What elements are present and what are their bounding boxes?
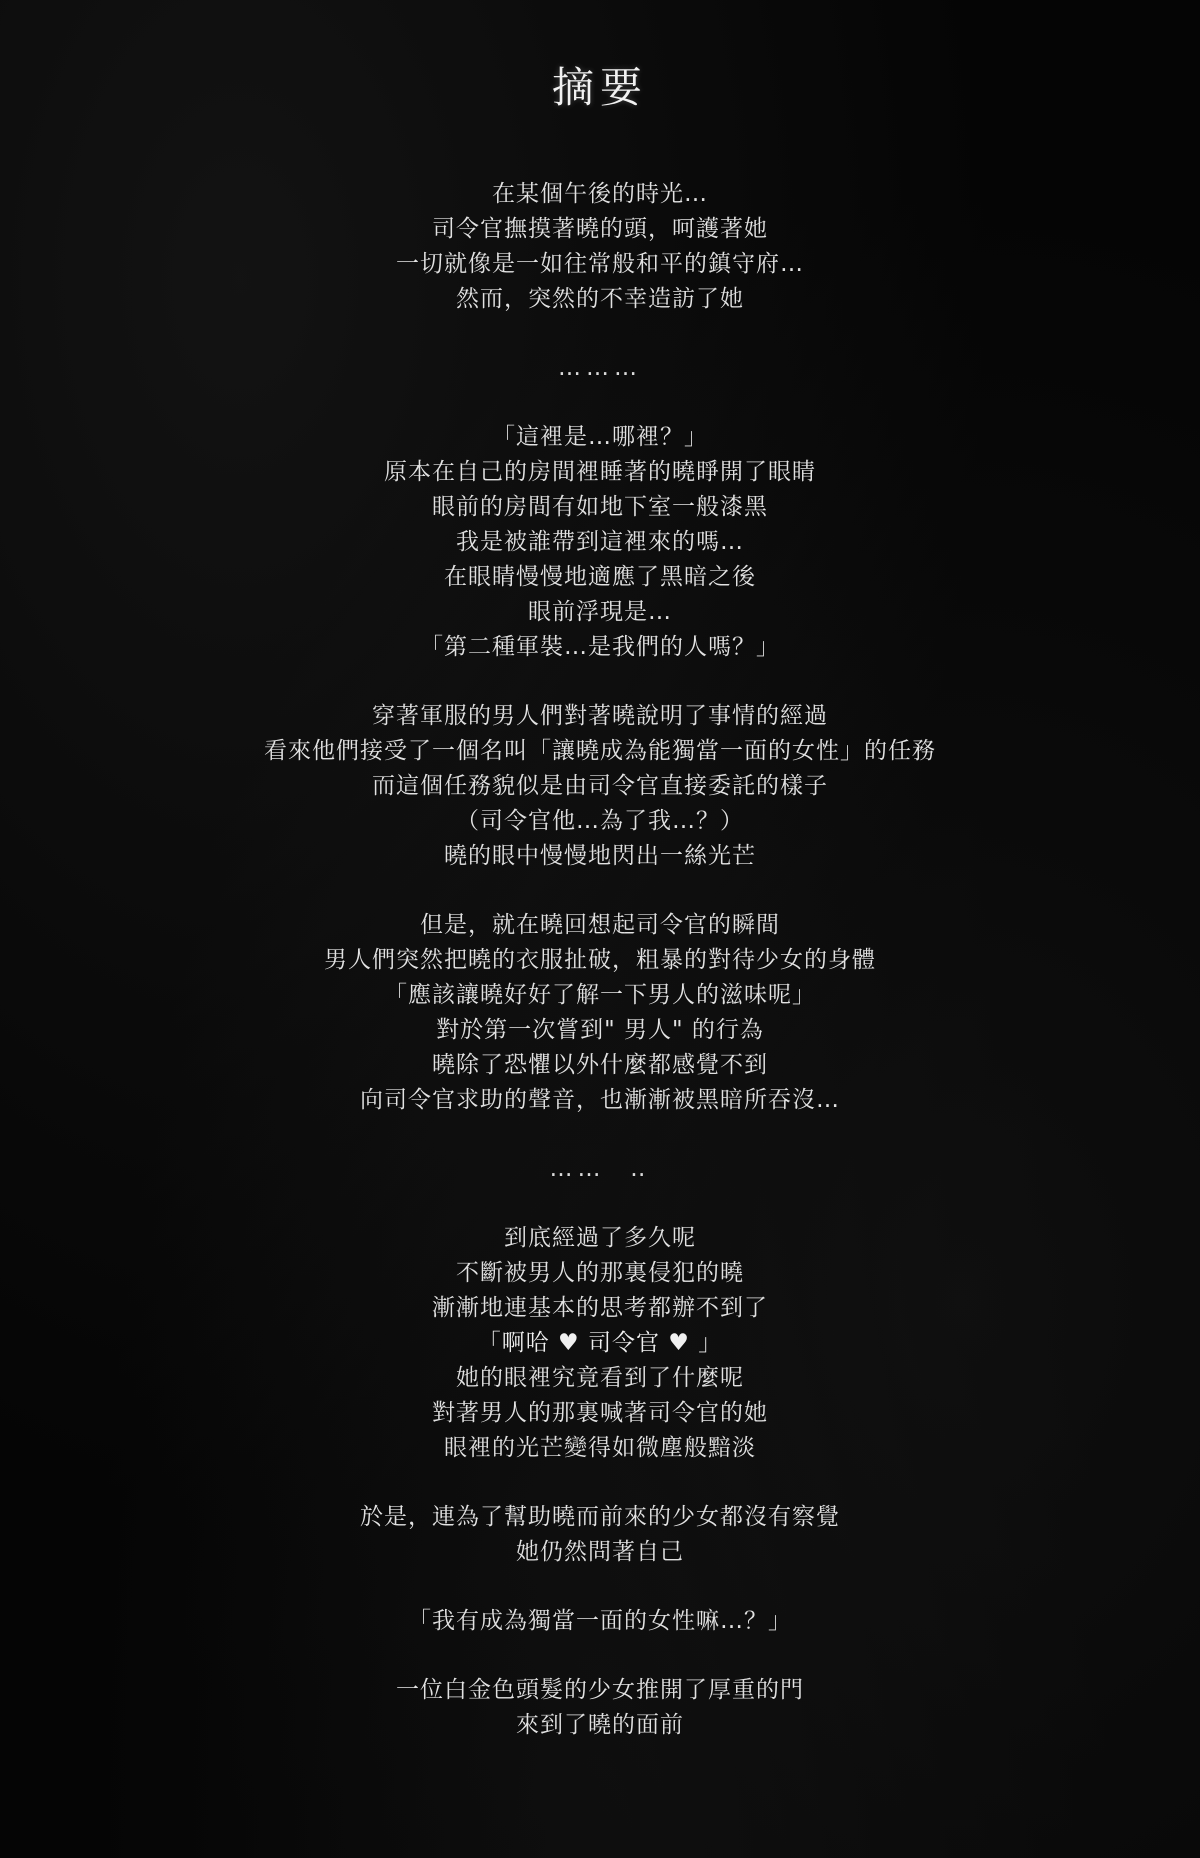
stanza-5 [0, 1221, 1200, 1466]
text-line: 對於第一次嘗到" 男人" 的行為 [436, 1017, 764, 1043]
text-line: 眼前的房間有如地下室一般漆黑 [432, 494, 768, 520]
text-line: 原本在自己的房間裡睡著的曉睜開了眼睛 [384, 459, 816, 485]
stanza-3 [0, 699, 1200, 874]
text-line: 眼裡的光芒變得如微塵般黯淡 [444, 1435, 756, 1461]
text-line: 我是被誰帶到這裡來的嗎… [456, 529, 744, 555]
text-line: 向司令官求助的聲音，也漸漸被黑暗所吞沒… [360, 1087, 840, 1113]
text-line: 漸漸地連基本的思考都辦不到了 [432, 1295, 768, 1321]
separator-dots: …… ‥ [549, 1156, 651, 1182]
text-line: 在眼睛慢慢地適應了黑暗之後 [444, 564, 756, 590]
text-line: 「我有成為獨當一面的女性嘛…？」 [408, 1608, 792, 1634]
stanza-separator-2 [0, 1152, 1200, 1187]
text-line: 「第二種軍裝…是我們的人嗎？」 [420, 634, 780, 660]
stanza-8 [0, 1673, 1200, 1743]
text-line: 男人們突然把曉的衣服扯破，粗暴的對待少女的身體 [324, 947, 876, 973]
text-line: 她的眼裡究竟看到了什麼呢 [456, 1365, 744, 1391]
text-line: 「啊哈 ♥ 司令官 ♥ 」 [477, 1330, 723, 1356]
text-line: 曉除了恐懼以外什麼都感覺不到 [432, 1052, 768, 1078]
text-line: 看來他們接受了一個名叫「讓曉成為能獨當一面的女性」的任務 [264, 738, 936, 764]
text-line: 穿著軍服的男人們對著曉說明了事情的經過 [372, 703, 828, 729]
stanza-2 [0, 420, 1200, 665]
separator-dots: ……… [558, 355, 642, 381]
stanza-4 [0, 908, 1200, 1118]
text-line: （司令官他…為了我…？） [456, 808, 744, 834]
text-line: 「這裡是…哪裡？」 [492, 424, 708, 450]
page-title: 摘要 [551, 63, 648, 112]
text-line: 於是，連為了幫助曉而前來的少女都沒有察覺 [360, 1504, 840, 1530]
text-line: 一切就像是一如往常般和平的鎮守府… [396, 251, 804, 277]
text-line: 不斷被男人的那裏侵犯的曉 [456, 1260, 744, 1286]
text-line: 曉的眼中慢慢地閃出一絲光芒 [444, 843, 756, 869]
text-line: 她仍然問著自己 [516, 1539, 684, 1565]
text-line: 對著男人的那裏喊著司令官的她 [432, 1400, 768, 1426]
text-line: 「應該讓曉好好了解一下男人的滋味呢」 [384, 982, 816, 1008]
stanza-6 [0, 1500, 1200, 1570]
text-line: 一位白金色頭髮的少女推開了厚重的門 [396, 1677, 804, 1703]
text-line: 來到了曉的面前 [516, 1712, 684, 1738]
story-body [0, 177, 1200, 1743]
text-line: 而這個任務貌似是由司令官直接委託的樣子 [372, 773, 828, 799]
text-line: 然而，突然的不幸造訪了她 [456, 286, 744, 312]
text-line: 但是，就在曉回想起司令官的瞬間 [420, 912, 780, 938]
text-line: 在某個午後的時光… [492, 181, 708, 207]
stanza-1 [0, 177, 1200, 317]
stanza-7 [0, 1604, 1200, 1639]
text-line: 眼前浮現是… [528, 599, 672, 625]
text-line: 司令官撫摸著曉的頭，呵護著她 [432, 216, 768, 242]
text-line: 到底經過了多久呢 [504, 1225, 696, 1251]
stanza-separator-1 [0, 351, 1200, 386]
